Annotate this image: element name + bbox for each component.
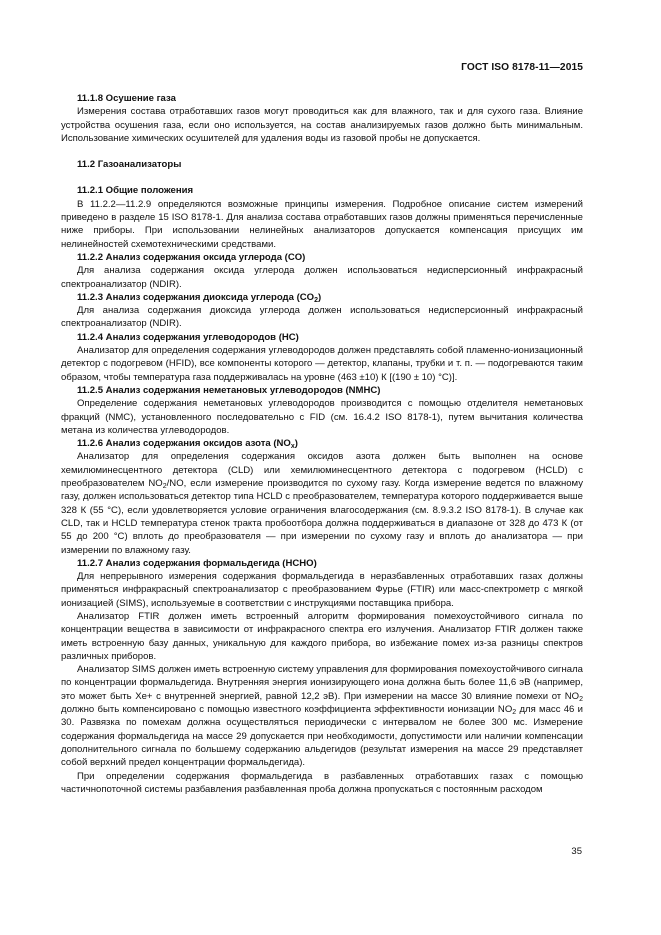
paragraph-text: должно быть компенсировано с помощью известного коэффициента эффективности ионизации NO xyxy=(61,704,513,716)
section-heading-11-2-3 xyxy=(61,291,583,304)
section-heading-11-2-4: 11.2.4 Анализ содержания углеводородов (HC) xyxy=(77,331,299,343)
section-paragraph xyxy=(61,663,583,769)
section-heading-11-2: 11.2 Газоанализаторы xyxy=(77,159,182,171)
subscript: 2 xyxy=(314,296,318,304)
paragraph-text: для масс 46 и 30. Развязка по помехам должна осуществляться периодически с интервалом не более 300 мс. Измерение содержания формальдегида на массе 29 допускается при необходимости, допустимости или наличии компенсации дополнительного сигнала по большему содержанию альдегидов (результат измерения на массе 29 представляет собой верхний предел концентрации формальдегида). xyxy=(61,704,583,769)
heading-text: 11.2.6 Анализ содержания оксидов азота (NO xyxy=(77,438,291,450)
section-paragraph xyxy=(61,450,583,556)
section-paragraph: Анализатор для определения содержания углеводородов должен представлять собой пламенно-ионизационный детектор с подогревом (HFID), все компоненты которого — детектор, клапаны, трубки и т. п. — подогреваются таким образом, чтобы температура газа поддерживалась на уровне (463 ±10) К [(190 ± 10) °C)]. xyxy=(61,345,583,383)
paragraph-text: Анализатор для определения содержания оксидов азота должен быть выполнен на основе хемилюминесцентного детектора (CLD) или хемилюминесцентного детектора с подогревом (HCLD) с преобразователем NO xyxy=(61,451,583,490)
section-paragraph: Измерения состава отработавших газов могут проводиться как для влажного, так и для сухого газа. Влияние устройства осушения газа, если оно используется, на состав анализируемых газов должно быть минимальным. Использование химических осушителей для удаления воды из газовой пробы не допускается. xyxy=(61,106,583,144)
paragraph-text: /NO, если измерение производится по сухому газу. Когда измерение ведется по влажному газу, должен использоваться детектор типа HCLD с преобразователем, температура которого поддерживается выше 328 К (55 °C), если удовлетворяется условие ограничения влагосодержания (см. 8.9.3.2 ISO 8178-1). В случае как CLD, так и HCLD температура стенок тракта пробоотбора должна поддерживаться в диапазоне от 328 до 473 К (от 55 до 200 °C) вплоть до преобразователя — при измерении по сухому газу и вплоть до анализатора — при измерении по влажному газу. xyxy=(61,478,583,556)
section-heading-11-2-1: 11.2.1 Общие положения xyxy=(77,185,194,197)
section-heading-11-2-5: 11.2.5 Анализ содержания неметановых углеводородов (NMHC) xyxy=(77,384,381,396)
document-body xyxy=(61,92,583,796)
subscript: 2 xyxy=(579,695,583,703)
subscript: x xyxy=(290,443,295,451)
section-heading-11-2-7: 11.2.7 Анализ содержания формальдегида (HCHO) xyxy=(77,557,317,569)
subscript: 2 xyxy=(512,709,517,717)
heading-text: 11.2.3 Анализ содержания диоксида углерода (CO xyxy=(77,291,315,303)
page-number: 35 xyxy=(571,846,582,857)
section-paragraph: Определение содержания неметановых углеводородов производится с помощью отделителя неметановых фракций (NMC), установленного последовательно с FID (см. 16.4.2 ISO 8178-1), путем вычитания количества метана из количества углеводородов. xyxy=(61,398,583,436)
section-heading-11-2-6 xyxy=(61,437,583,450)
section-paragraph: Для анализа содержания оксида углерода должен использоваться недисперсионный инфракрасный спектроанализатор (NDIR). xyxy=(61,265,583,290)
section-heading-11-2-2: 11.2.2 Анализ содержания оксида углерода (CO) xyxy=(77,251,306,263)
section-heading-11-1-8: 11.1.8 Осушение газа xyxy=(77,93,176,104)
paragraph-text: Анализатор SIMS должен иметь встроенную систему управления для формирования помехоустойчивого сигнала по концентрации формальдегида. Внутренняя энергия ионизирующего иона должна быть более 11,6 эВ (например, это может быть Xe+ с внутренней энергией, равной 12,2 эВ). При измерении на массе 30 влияние помехи от NO xyxy=(61,664,583,702)
section-paragraph: Анализатор FTIR должен иметь встроенный алгоритм формирования помехоустойчивого сигнала по концентрации вещества в зависимости от инфракрасного спектра его излучения. Анализатор FTIR должен также иметь встроенную базу данных, уникальную для каждого прибора, во избежание помех из-за разницы спектров различных приборов. xyxy=(61,610,583,662)
heading-text: ) xyxy=(294,438,298,450)
section-paragraph: При определении содержания формальдегида в разбавленных отработавших газах с помощью частичнопоточной системы разбавления разбавленная проба должна пропускаться с постоянным расходом xyxy=(61,770,583,795)
section-paragraph: В 11.2.2—11.2.9 определяются возможные принципы измерения. Подробное описание систем измерений приведено в разделе 15 ISO 8178-1. Для анализа состава отработавших газов должны применяться перечисленные ниже приборы. При использовании нелинейных анализаторов допускается компенсация присущих им нелинейностей схемотехническими средствами. xyxy=(61,198,583,250)
section-paragraph: Для анализа содержания диоксида углерода должен использоваться недисперсионный инфракрасный спектроанализатор (NDIR). xyxy=(61,305,583,330)
document-code-header: ГОСТ ISO 8178-11—2015 xyxy=(461,62,583,73)
heading-text: ) xyxy=(318,291,322,303)
subscript: 2 xyxy=(162,483,167,491)
section-paragraph: Для непрерывного измерения содержания формальдегида в неразбавленных отработавших газах должны применяться инфракрасный спектроанализатор с преобразованием Фурье (FTIR) или масс-спектрометр с мягкой ионизацией (SIMS), используемые в соответствии с инструкциями поставщика прибора. xyxy=(61,571,583,609)
